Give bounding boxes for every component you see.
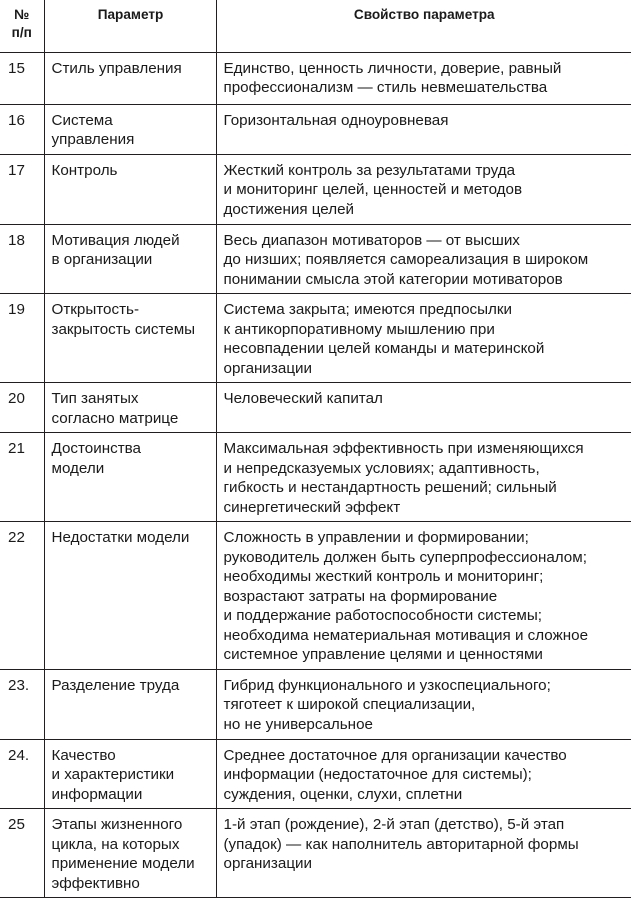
- table-row: [0, 809, 631, 898]
- row-number: 19: [0, 294, 44, 383]
- row-parameter: Этапы жизненного цикла, на которых применение модели эффективно: [44, 809, 216, 898]
- row-property: Система закрыта; имеются предпосылки к антикорпоративному мышлению при несовпадении целей команды и материнской организации: [216, 294, 631, 383]
- header-property: Свойство параметра: [216, 0, 631, 52]
- table-row: [0, 224, 631, 294]
- row-property: Весь диапазон мотиваторов — от высших до низших; появляется самореализация в широком понимании смысла этой категории мотиваторов: [216, 224, 631, 294]
- table-row: [0, 294, 631, 383]
- row-parameter: Тип занятых согласно матрице: [44, 383, 216, 433]
- table-row: [0, 154, 631, 224]
- row-number: 21: [0, 433, 44, 522]
- row-parameter: Недостатки модели: [44, 522, 216, 670]
- row-number: 25: [0, 809, 44, 898]
- row-parameter: Достоинства модели: [44, 433, 216, 522]
- row-number: 16: [0, 104, 44, 154]
- table-row: [0, 669, 631, 739]
- table-row: [0, 52, 631, 104]
- row-property: Сложность в управлении и формировании; руководитель должен быть суперпрофессионалом; необходимы жесткий контроль и мониторинг; возрастают затраты на формирование и поддержание работоспособности системы; необходима нематериальная мотивация и сложное системное управление целями и ценностями: [216, 522, 631, 670]
- row-property: 1-й этап (рождение), 2-й этап (детство), 5-й этап (упадок) — как наполнитель авторитарной формы организации: [216, 809, 631, 898]
- row-parameter: Качество и характеристики информации: [44, 739, 216, 809]
- row-property: Человеческий капитал: [216, 383, 631, 433]
- row-number: 17: [0, 154, 44, 224]
- row-number: 15: [0, 52, 44, 104]
- row-property: Горизонтальная одноуровневая: [216, 104, 631, 154]
- row-property: Жесткий контроль за результатами труда и мониторинг целей, ценностей и методов достижения целей: [216, 154, 631, 224]
- header-number: № п/п: [0, 0, 44, 52]
- row-number: 20: [0, 383, 44, 433]
- row-parameter: Разделение труда: [44, 669, 216, 739]
- row-parameter: Система управления: [44, 104, 216, 154]
- header-parameter: Параметр: [44, 0, 216, 52]
- row-number: 18: [0, 224, 44, 294]
- row-parameter: Стиль управления: [44, 52, 216, 104]
- row-parameter: Открытость- закрытость системы: [44, 294, 216, 383]
- row-property: Среднее достаточное для организации качество информации (недостаточное для системы); суждения, оценки, слухи, сплетни: [216, 739, 631, 809]
- row-number: 22: [0, 522, 44, 670]
- row-number: 23.: [0, 669, 44, 739]
- table-row: [0, 433, 631, 522]
- table-header-row: [0, 0, 631, 52]
- table-row: [0, 104, 631, 154]
- row-parameter: Мотивация людей в организации: [44, 224, 216, 294]
- table-row: [0, 522, 631, 670]
- row-parameter: Контроль: [44, 154, 216, 224]
- row-number: 24.: [0, 739, 44, 809]
- row-property: Гибрид функционального и узкоспециального; тяготеет к широкой специализации, но не универсальное: [216, 669, 631, 739]
- table-row: [0, 739, 631, 809]
- row-property: Единство, ценность личности, доверие, равный профессионализм — стиль невмешательства: [216, 52, 631, 104]
- table-row: [0, 383, 631, 433]
- row-property: Максимальная эффективность при изменяющихся и непредсказуемых условиях; адаптивность, гибкость и нестандартность решений; сильный синергетический эффект: [216, 433, 631, 522]
